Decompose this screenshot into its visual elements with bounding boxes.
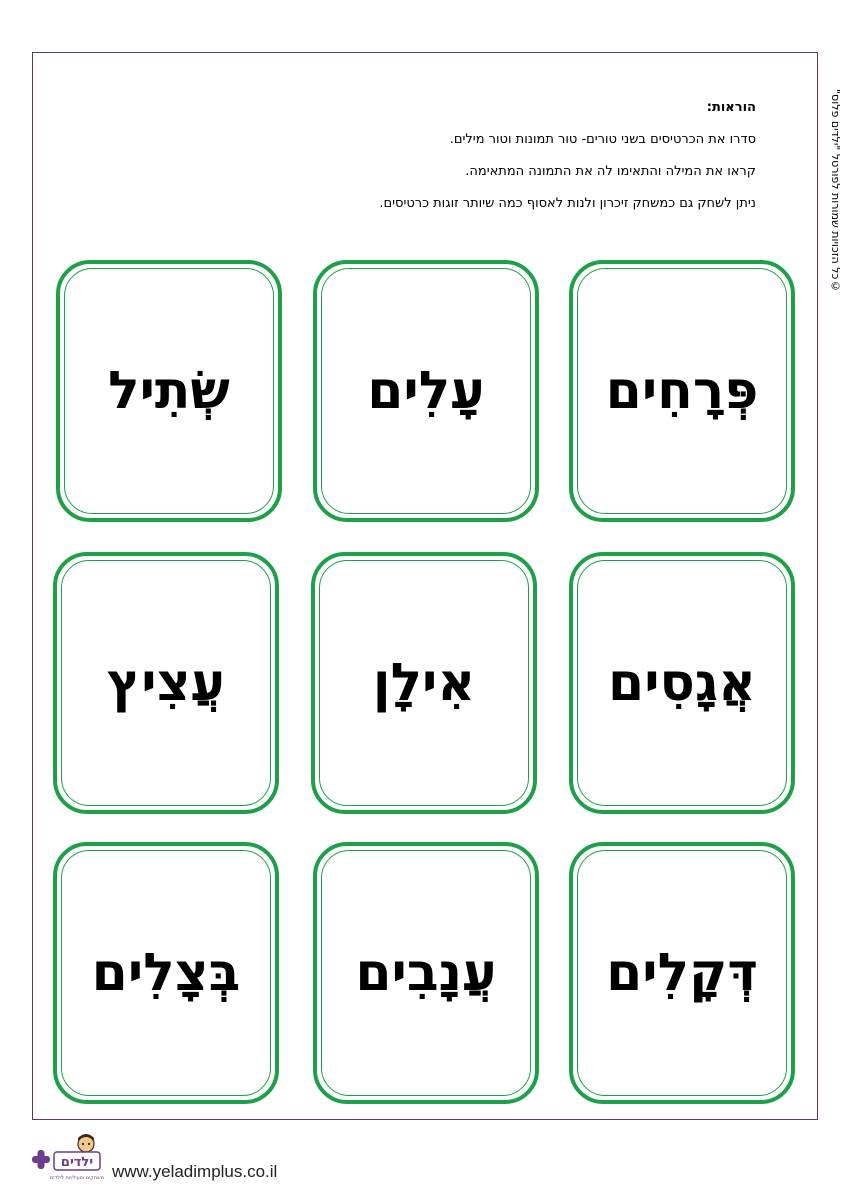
plus-icon xyxy=(32,1150,50,1169)
card-word: דְּקָלִים xyxy=(606,943,758,1003)
card-word: עֲצִיץ xyxy=(106,653,226,713)
word-card xyxy=(311,552,537,814)
word-card xyxy=(313,842,539,1104)
yeladim-plus-logo xyxy=(28,1132,104,1184)
card-word: שְׂתִיל xyxy=(108,361,230,421)
card-word: עֲנָבִים xyxy=(355,943,497,1003)
word-card xyxy=(313,260,539,522)
word-card xyxy=(53,842,279,1104)
card-word: עָלִים xyxy=(367,361,485,421)
word-card xyxy=(56,260,282,522)
svg-text:ילדים: ילדים xyxy=(60,1155,94,1170)
card-word: אֲגָסִים xyxy=(608,653,756,713)
word-card xyxy=(569,260,795,522)
word-card xyxy=(569,552,795,814)
instruction-line: סדרו את הכרטיסים בשני טורים- טור תמונות וטור מילים. xyxy=(449,132,756,147)
word-card xyxy=(569,842,795,1104)
card-word: פְּרָחִים xyxy=(605,361,759,421)
copyright-notice: ©כל הזכויות שמורות לפורטל "ילדים פלוס" xyxy=(829,88,842,292)
instructions-heading: הוראות: xyxy=(706,100,756,115)
word-card xyxy=(53,552,279,814)
svg-text:משחקים ופעילויות לילדים: משחקים ופעילויות לילדים xyxy=(49,1175,104,1181)
card-word: בְּצָלִים xyxy=(91,943,241,1003)
instruction-line: ניתן לשחק גם כמשחק זיכרון ולנות לאסוף כמה שיותר זוגות כרטיסים. xyxy=(379,196,756,211)
instructions-block xyxy=(236,100,756,228)
instruction-line: קראו את המילה והתאימו לה את התמונה המתאימה. xyxy=(465,164,756,179)
site-url: www.yeladimplus.co.il xyxy=(112,1162,278,1181)
card-word: אִילָן xyxy=(372,653,476,713)
